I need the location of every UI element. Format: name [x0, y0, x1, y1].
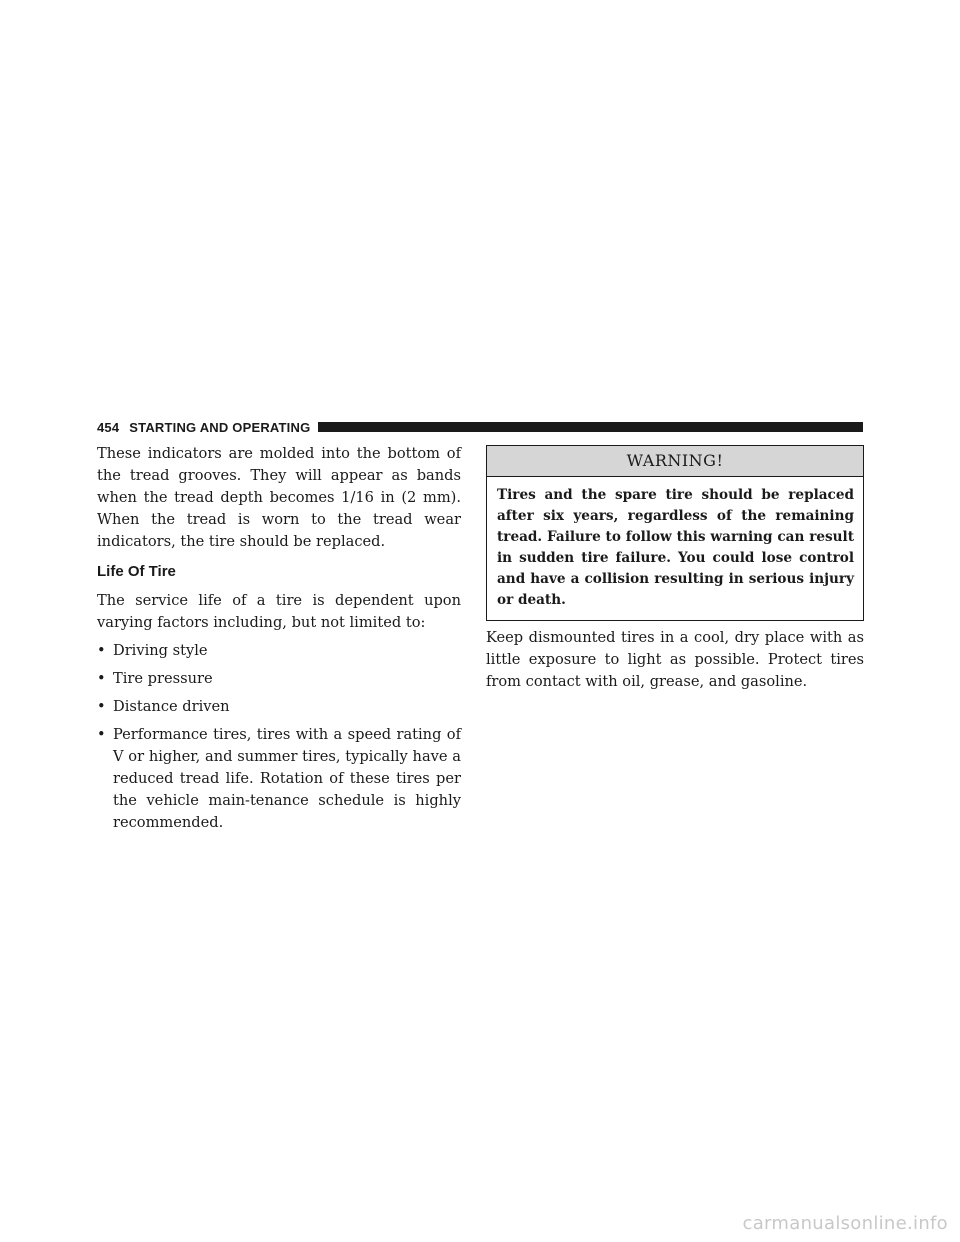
bullet-icon: • — [97, 726, 106, 743]
warning-text: Tires and the spare tire should be replaced after six years, regardless of the remaining tread. Failure to follow this warning can result in sudden tire failure. You could lose control and have a collision resulting in serious injury or death. — [497, 487, 854, 608]
page-number: 454 — [97, 419, 120, 435]
bullet-icon: • — [97, 642, 106, 659]
page-header — [97, 419, 863, 435]
list-item-text: Distance driven — [113, 698, 230, 715]
list-item-text: Tire pressure — [113, 670, 213, 687]
life-of-tire-heading: Life Of Tire — [97, 563, 176, 580]
service-life-paragraph: The service life of a tire is dependent upon varying factors including, but not limited to: — [97, 592, 461, 631]
factor-list — [97, 640, 461, 834]
tread-indicator-paragraph: These indicators are molded into the bottom of the tread grooves. They will appear as bands when the tread depth becomes 1/16 in (2 mm). When the tread is worn to the tread wear indicators, the tire should be replaced. — [97, 445, 461, 550]
list-item — [97, 696, 461, 718]
warning-box — [486, 445, 864, 621]
bullet-icon: • — [97, 670, 106, 687]
watermark: carmanualsonline.info — [742, 1213, 948, 1234]
section-title: STARTING AND OPERATING — [129, 419, 311, 435]
tire-storage-paragraph: Keep dismounted tires in a cool, dry place with as little exposure to light as possible. Protect tires from contact with oil, grease, and gasoline. — [486, 629, 864, 690]
list-item-text: Driving style — [113, 642, 208, 659]
bullet-icon: • — [97, 698, 106, 715]
right-column — [486, 443, 864, 693]
list-item-text: Performance tires, tires with a speed rating of V or higher, and summer tires, typically have a reduced tread life. Rotation of these tires per the vehicle main-tenance schedule is highly recommended. — [113, 726, 461, 831]
list-item — [97, 724, 461, 834]
warning-title: WARNING! — [487, 446, 863, 477]
list-item — [97, 668, 461, 690]
list-item — [97, 640, 461, 662]
left-column — [97, 443, 461, 840]
header-rule — [318, 422, 863, 432]
